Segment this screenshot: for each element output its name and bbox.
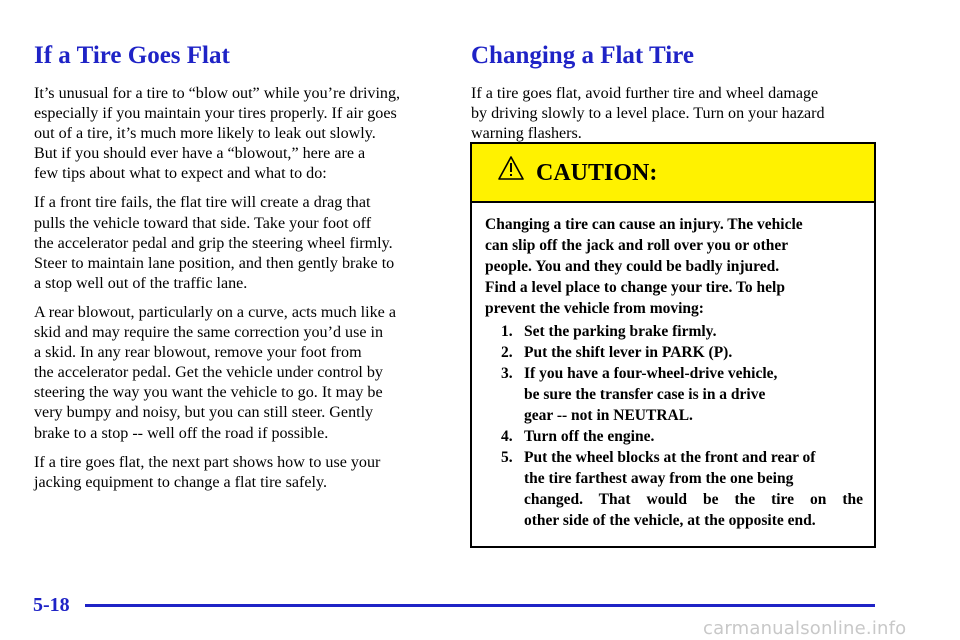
right-intro [471,84,881,144]
caution-text-line: Changing a tire can cause an injury. The vehicle [485,216,803,233]
step-text: gear -- not in NEUTRAL. [524,407,693,424]
paragraph [34,453,444,493]
text-line: jacking equipment to change a flat tire safely. [34,473,327,491]
step-number: 3. [501,365,513,382]
step-number: 5. [501,449,513,466]
step-line [485,342,865,363]
step-line [485,510,865,531]
section-title-left: If a Tire Goes Flat [34,42,230,69]
step-line [485,426,865,447]
text-line: the accelerator pedal and grip the steering wheel firmly. [34,234,393,252]
text-line: If a front tire fails, the flat tire will create a drag that [34,194,371,212]
text-line: by driving slowly to a level place. Turn on your hazard [471,105,825,123]
paragraph [34,193,444,293]
text-line: out of a tire, it’s much more likely to leak out slowly. [34,125,376,143]
caution-text-line: people. You and they could be badly injured. [485,258,780,275]
step-text: other side of the vehicle, at the opposite end. [524,512,816,529]
step-text: Put the wheel blocks at the front and rear of [524,449,816,466]
caution-text-line: prevent the vehicle from moving: [485,300,704,317]
step-number: 1. [501,323,513,340]
text-line: skid and may require the same correction you’d use in [34,324,384,342]
text-line: Steer to maintain lane position, and then gently brake to [34,254,395,272]
caution-body [485,214,865,531]
text-line: But if you should ever have a “blowout,” here are a [34,145,366,163]
step-text: If you have a four-wheel-drive vehicle, [524,365,778,382]
text-line: If a tire goes flat, avoid further tire and wheel damage [471,85,819,102]
caution-heading: CAUTION: [536,160,658,186]
text-line: A rear blowout, particularly on a curve, acts much like a [34,303,396,321]
caution-header [472,144,874,203]
text-line: a stop well out of the traffic lane. [34,274,248,292]
text-line: especially if you maintain your tires properly. If air goes [34,105,397,123]
text-line: warning flashers. [471,125,582,143]
text-line: a skid. In any rear blowout, remove your foot from [34,344,362,362]
step-line [485,321,865,342]
caution-text-line: can slip off the jack and roll over you or other [485,237,789,254]
step-text: Put the shift lever in PARK (P). [524,344,733,361]
step-text: the tire farthest away from the one being [524,470,794,487]
caution-steps [485,321,865,531]
step-line [485,405,865,426]
caution-box [470,142,876,548]
step-line [485,489,865,510]
text-line: few tips about what to expect and what to do: [34,165,327,183]
text-line: If a tire goes flat, the next part shows how to use your [34,453,381,471]
warning-triangle-icon [498,156,524,180]
step-number: 2. [501,344,513,361]
text-line: very bumpy and noisy, but you can still steer. Gently [34,404,374,422]
text-line: It’s unusual for a tire to “blow out” while you’re driving, [34,85,401,102]
footer-rule [85,604,875,607]
step-line [485,384,865,405]
step-line [485,363,865,384]
left-column [34,40,444,502]
right-column [471,40,881,153]
step-text: Set the parking brake firmly. [524,323,717,340]
step-text: changed. That would be the tire on the [524,491,863,508]
step-text: be sure the transfer case is in a drive [524,386,766,403]
text-line: brake to a stop -- well off the road if possible. [34,424,329,442]
section-title-right: Changing a Flat Tire [471,42,694,69]
left-body [34,84,444,493]
text-line: steering the way you want the vehicle to go. It may be [34,384,383,402]
step-number: 4. [501,428,513,445]
text-line: the accelerator pedal. Get the vehicle under control by [34,364,383,382]
page-number: 5-18 [33,594,70,616]
caution-text-line: Find a level place to change your tire. To help [485,279,785,296]
text-line: pulls the vehicle toward that side. Take your foot off [34,214,372,232]
watermark: carmanualsonline.info [703,618,907,639]
paragraph [34,84,444,184]
step-line [485,447,865,468]
step-line [485,468,865,489]
step-text: Turn off the engine. [524,428,655,445]
paragraph [34,303,444,444]
